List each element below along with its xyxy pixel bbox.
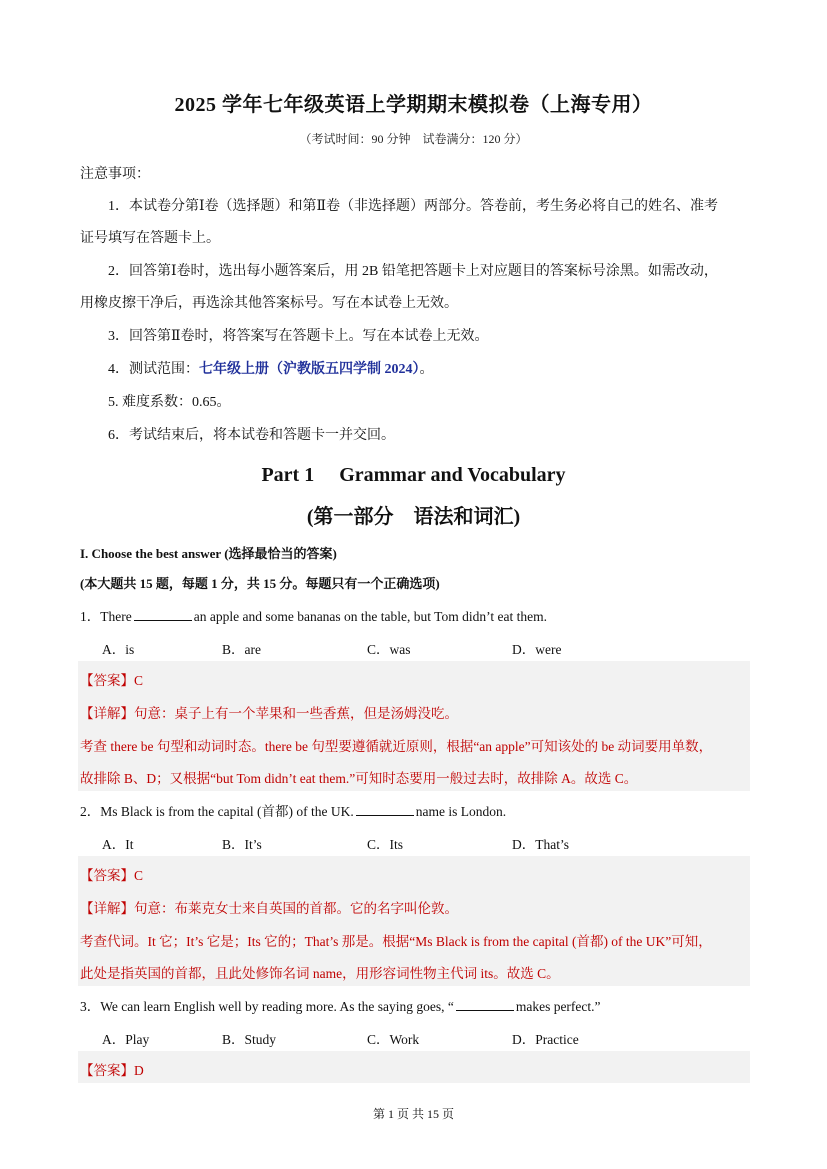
explanation-line-2: 故排除 B、D；又根据“but Tom didn’t eat them.”可知时态要用一般过去时，故排除 A。故选 C。: [80, 771, 638, 786]
option-d: D．were: [512, 642, 562, 657]
option-a: A．is: [102, 642, 135, 657]
test-scope: 七年级上册（沪教版五四学制 2024）: [199, 362, 420, 377]
analysis-text: 【详解】句意：布莱克女士来自英国的首都。它的名字叫伦敦。: [80, 901, 458, 916]
explanation-line-1: 考查 there be 句型和动词时态。there be 句型要遵循就近原则，根据“an apple”可知该处的 be 动词要用单数，: [80, 739, 713, 754]
question-3-stem: [80, 995, 601, 1015]
part-title-cn: (第一部分 语法和词汇): [306, 506, 521, 528]
answer-label: 【答案】C: [80, 868, 144, 883]
note-2-line-2: 用橡皮擦干净后，再选涂其他答案标号。写在本试卷上无效。: [80, 296, 458, 311]
question-1-stem: [80, 605, 547, 625]
note-4-prefix: 4．测试范围：: [108, 362, 199, 377]
note-6: 6．考试结束后，将本试卷和答题卡一并交回。: [108, 428, 395, 443]
section-instructions: (本大题共 15 题，每题 1 分，共 15 分。每题只有一个正确选项): [80, 576, 440, 591]
question-2-stem-end: name is London.: [415, 804, 507, 819]
option-b: B．It’s: [222, 837, 262, 852]
notes-heading: 注意事项：: [80, 167, 150, 182]
option-b: B．are: [222, 642, 261, 657]
question-3-stem-start: 3．We can learn English well by reading more. As the saying goes, “: [80, 999, 454, 1014]
note-4-suffix: 。: [419, 362, 434, 377]
option-c: C．was: [367, 642, 411, 657]
question-3-stem-end: makes perfect.”: [515, 999, 601, 1014]
question-1-stem-start: 1．There: [80, 609, 132, 624]
note-5: 5. 难度系数：0.65。: [108, 395, 231, 410]
note-1-line-1: 1．本试卷分第Ⅰ卷（选择题）和第Ⅱ卷（非选择题）两部分。答卷前，考生务必将自己的姓名、准考: [108, 199, 719, 214]
part-title-en: Part 1 Grammar and Vocabulary: [261, 464, 566, 486]
answer-blank: [456, 998, 514, 1011]
question-3-answer-block: [78, 1051, 750, 1083]
answer-label: 【答案】C: [80, 673, 144, 688]
option-c: C．Work: [367, 1032, 420, 1047]
option-d: D．That’s: [512, 837, 569, 852]
note-4: [108, 358, 780, 378]
explanation-line-1: 考查代词。It 它；It’s 它是；Its 它的；That’s 那是。根据“Ms Black is from the capital (首都) of the UK”可知，: [80, 934, 712, 949]
explanation-line-2: 此处是指英国的首都，且此处修饰名词 name，用形容词性物主代词 its。故选 C。: [80, 966, 560, 981]
note-3: 3．回答第Ⅱ卷时，将答案写在答题卡上。写在本试卷上无效。: [108, 329, 489, 344]
exam-info: （考试时间：90 分钟 试卷满分：120 分）: [299, 132, 528, 146]
answer-blank: [356, 803, 414, 816]
note-2-line-1: 2．回答第Ⅰ卷时，选出每小题答案后，用 2B 铅笔把答题卡上对应题目的答案标号涂黑。如需改动，: [108, 264, 718, 279]
question-2-stem: [80, 800, 506, 820]
note-1-line-2: 证号填写在答题卡上。: [80, 231, 220, 246]
question-1-answer-block: [78, 661, 750, 791]
analysis-text: 【详解】句意：桌子上有一个苹果和一些香蕉，但是汤姆没吃。: [80, 706, 458, 721]
option-d: D．Practice: [512, 1032, 579, 1047]
answer-blank: [134, 608, 192, 621]
question-1-stem-end: an apple and some bananas on the table, but Tom didn’t eat them.: [193, 609, 547, 624]
option-a: A．Play: [102, 1032, 150, 1047]
option-c: C．Its: [367, 837, 404, 852]
section-heading: I. Choose the best answer (选择最恰当的答案): [80, 546, 337, 561]
page-number: 第 1 页 共 15 页: [372, 1107, 454, 1121]
option-a: A．It: [102, 837, 134, 852]
page-title: 2025 学年七年级英语上学期期末模拟卷（上海专用）: [174, 94, 653, 116]
option-b: B．Study: [222, 1032, 277, 1047]
question-2-answer-block: [78, 856, 750, 986]
question-2-stem-start: 2．Ms Black is from the capital (首都) of the UK.: [80, 804, 354, 819]
answer-label: 【答案】D: [80, 1063, 144, 1078]
